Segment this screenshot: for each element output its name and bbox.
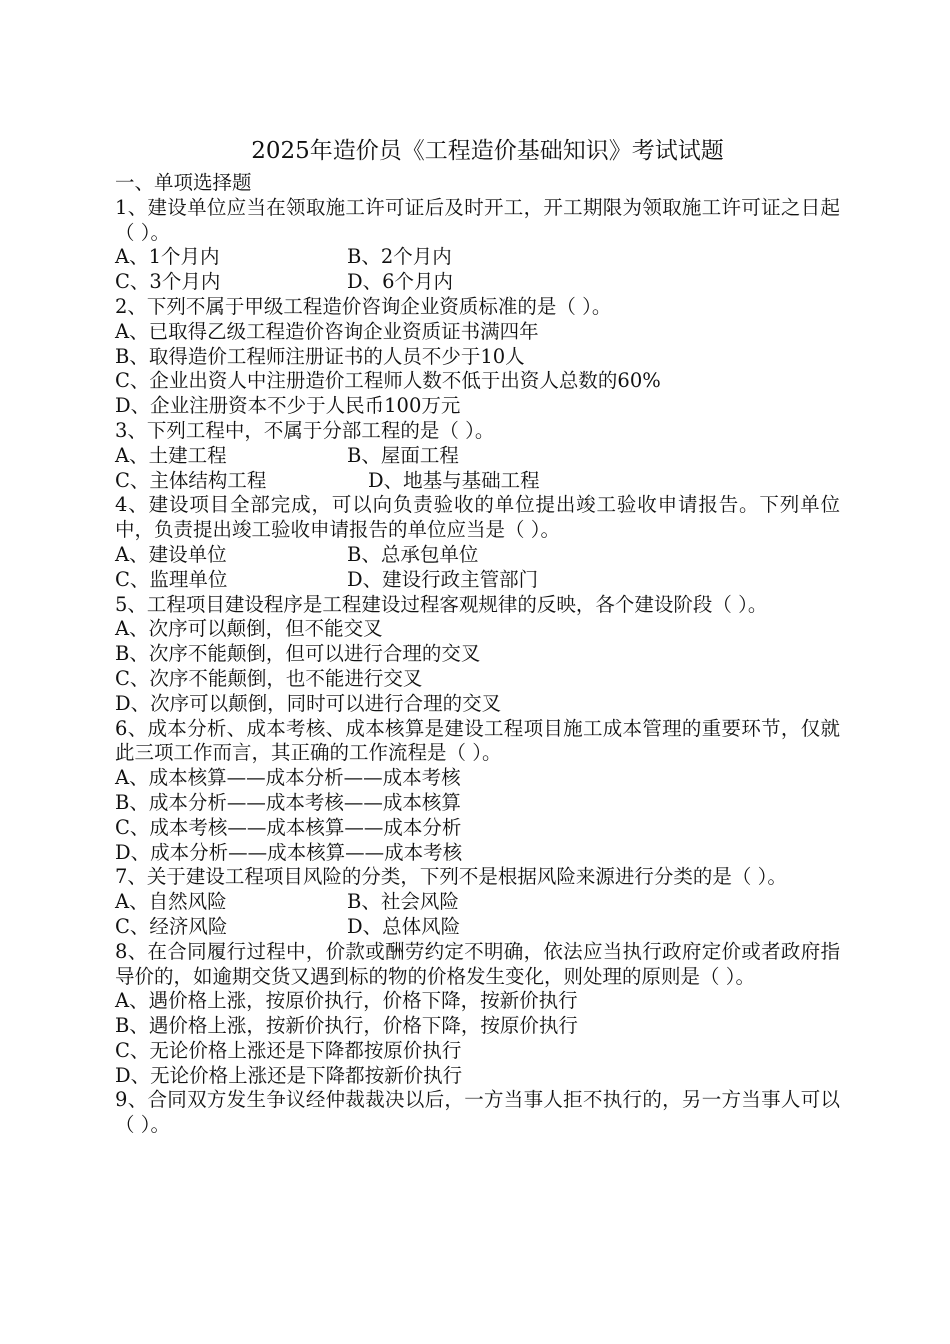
question-4-option-c: C、监理单位 [115, 567, 228, 591]
question-4-stem: 4、建设项目全部完成，可以向负责验收的单位提出竣工验收申请报告。下列单位中，负责提出竣工验收申请报告的单位应当是（ ）。 [115, 493, 840, 542]
question-5-option-d: D、次序可以颠倒，同时可以进行合理的交叉 [115, 691, 502, 715]
question-3-stem: 3、下列工程中，不属于分部工程的是（ ）。 [115, 418, 495, 442]
question-5-option-a: A、次序可以颠倒，但不能交叉 [115, 617, 383, 641]
question-3-option-a: A、土建工程 [115, 443, 227, 467]
section-heading: 一、单项选择题 [115, 171, 252, 194]
question-3-options-row-2 [115, 469, 840, 494]
question-8-option-b: B、遇价格上涨，按新价执行，价格下降，按原价执行 [115, 1014, 578, 1038]
question-1-option-a: A、1个月内 [115, 245, 220, 269]
question-8-stem: 8、在合同履行过程中，价款或酬劳约定不明确，依法应当执行政府定价或者政府指导价的，如逾期交货又遇到标的物的价格发生变化，则处理的原则是（ ）。 [115, 939, 840, 988]
question-3-option-c: C、主体结构工程 [115, 468, 267, 492]
question-6-stem: 6、成本分析、成本考核、成本核算是建设工程项目施工成本管理的重要环节，仅就此三项工作而言，其正确的工作流程是（ ）。 [115, 716, 840, 765]
question-7-option-d: D、总体风险 [347, 914, 461, 938]
question-9-stem: 9、合同双方发生争议经仲裁裁决以后，一方当事人拒不执行的，另一方当事人可以（ ）。 [115, 1088, 840, 1137]
question-1-option-b: B、2个月内 [347, 245, 452, 269]
question-3-option-d: D、地基与基础工程 [368, 468, 540, 492]
question-7-option-b: B、社会风险 [347, 890, 459, 914]
question-6-option-b: B、成本分析——成本考核——成本核算 [115, 790, 461, 814]
question-5-option-b: B、次序不能颠倒，但可以进行合理的交叉 [115, 642, 481, 666]
question-4-option-b: B、总承包单位 [347, 542, 479, 566]
question-4-option-d: D、建设行政主管部门 [347, 567, 539, 591]
question-3-option-b: B、屋面工程 [347, 443, 459, 467]
question-6-option-a: A、成本核算——成本分析——成本考核 [115, 766, 461, 790]
question-3-options-row-1 [115, 444, 840, 469]
question-1-options-row-2 [115, 270, 840, 295]
question-7-options-row-2 [115, 915, 840, 940]
question-2-option-a: A、已取得乙级工程造价咨询企业资质证书满四年 [115, 319, 539, 343]
document-body [115, 133, 840, 1138]
question-2-option-b: B、取得造价工程师注册证书的人员不少于10人 [115, 344, 525, 368]
question-5-option-c: C、次序不能颠倒，也不能进行交叉 [115, 666, 423, 690]
question-8-option-d: D、无论价格上涨还是下降都按新价执行 [115, 1063, 463, 1087]
question-2-option-d: D、企业注册资本不少于人民币100万元 [115, 394, 461, 418]
question-8-option-a: A、遇价格上涨，按原价执行，价格下降，按新价执行 [115, 989, 578, 1013]
question-4-options-row-1 [115, 543, 840, 568]
question-7-option-a: A、自然风险 [115, 890, 227, 914]
page-title: 2025年造价员《工程造价基础知识》考试试题 [251, 138, 724, 164]
question-5-stem: 5、工程项目建设程序是工程建设过程客观规律的反映，各个建设阶段（ ）。 [115, 592, 768, 616]
question-7-stem: 7、关于建设工程项目风险的分类，下列不是根据风险来源进行分类的是（ ）。 [115, 865, 787, 889]
question-2-stem: 2、下列不属于甲级工程造价咨询企业资质标准的是（ ）。 [115, 294, 612, 318]
question-6-option-c: C、成本考核——成本核算——成本分析 [115, 815, 462, 839]
question-4-options-row-2 [115, 568, 840, 593]
question-1-stem: 1、建设单位应当在领取施工许可证后及时开工，开工期限为领取施工许可证之日起（ ）。 [115, 195, 840, 244]
question-1-options-row-1 [115, 245, 840, 270]
question-6-option-d: D、成本分析——成本核算——成本考核 [115, 840, 463, 864]
question-4-option-a: A、建设单位 [115, 542, 227, 566]
question-1-option-c: C、3个月内 [115, 270, 221, 294]
question-7-option-c: C、经济风险 [115, 914, 228, 938]
question-2-option-c: C、企业出资人中注册造价工程师人数不低于出资人总数的60% [115, 369, 661, 393]
question-1-option-d: D、6个月内 [347, 270, 454, 294]
question-7-options-row-1 [115, 890, 840, 915]
question-8-option-c: C、无论价格上涨还是下降都按原价执行 [115, 1038, 462, 1062]
